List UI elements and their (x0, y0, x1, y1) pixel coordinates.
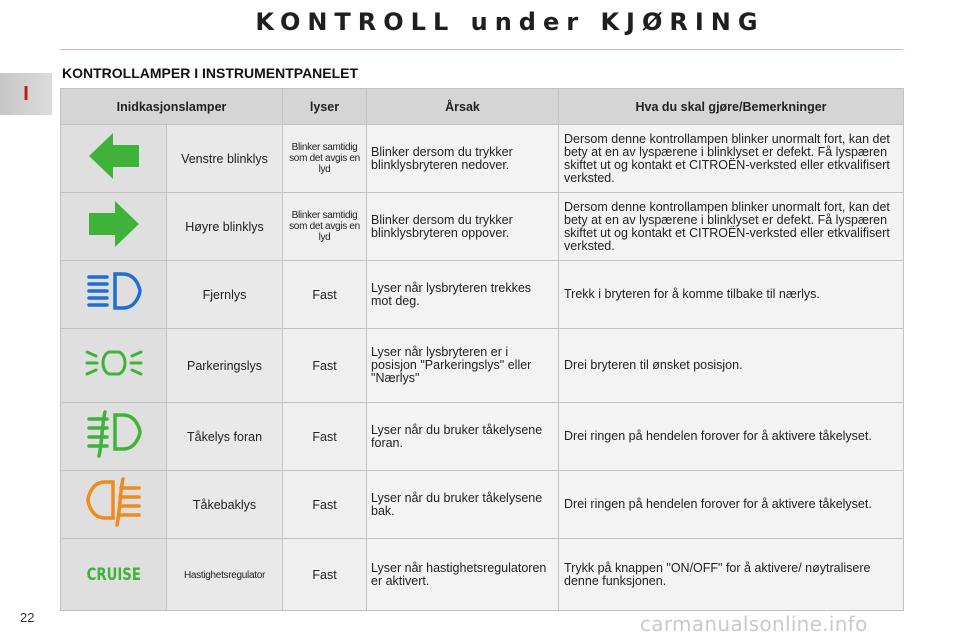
table-header-row (61, 89, 904, 125)
column-header-action: Hva du skal gjøre/Bemerkninger (559, 89, 904, 125)
lamp-state: Fast (283, 471, 367, 539)
lamp-name: Venstre blinklys (167, 125, 283, 193)
lamp-name: Fjernlys (167, 261, 283, 329)
lamp-state: Fast (283, 539, 367, 611)
lamp-state: Blinker samtidig som det avgis en lyd (283, 193, 367, 261)
lamp-cause: Lyser når lysbryteren trekkes mot deg. (367, 261, 559, 329)
lamp-action: Dersom denne kontrollampen blinker unormalt fort, kan det bety at en av lyspærene i blinklyset er defekt. Få lyspæren skiftet ut og kontakt et CITROËN-verksted eller etkvalifisert verksted. (559, 193, 904, 261)
lamp-action: Trekk i bryteren for å komme tilbake til nærlys. (559, 261, 904, 329)
lamp-cause: Lyser når lysbryteren er i posisjon "Parkeringslys" eller "Nærlys" (367, 329, 559, 403)
section-title: KONTROLLAMPER I INSTRUMENTPANELET (62, 65, 359, 81)
chapter-tab[interactable]: I (0, 73, 52, 115)
lamp-state: Fast (283, 403, 367, 471)
title-divider (60, 49, 903, 50)
front-fog-light-icon (85, 409, 143, 459)
lamp-name: Høyre blinklys (167, 193, 283, 261)
lamp-name: Parkeringslys (167, 329, 283, 403)
rear-fog-light-icon (85, 476, 143, 528)
high-beam-icon (85, 270, 143, 314)
column-header-cause: Årsak (367, 89, 559, 125)
lamp-name: Tåkelys foran (167, 403, 283, 471)
page-number: 22 (20, 610, 35, 625)
lamp-state: Blinker samtidig som det avgis en lyd (283, 125, 367, 193)
lamp-action: Drei ringen på hendelen forover for å aktivere tåkelyset. (559, 471, 904, 539)
table-row (61, 261, 904, 329)
table-row (61, 193, 904, 261)
table-row (61, 125, 904, 193)
lamp-action: Trykk på knappen "ON/OFF" for å aktivere/ nøytralisere denne funksjonen. (559, 539, 904, 611)
lamp-name (167, 539, 283, 611)
lamp-state: Fast (283, 261, 367, 329)
lamp-icon-cell (61, 403, 167, 471)
lamp-icon-cell (61, 193, 167, 261)
lamp-action: Dersom denne kontrollampen blinker unormalt fort, kan det bety at en av lyspærene i blinklyset er defekt. Få lyspæren skiftet ut og kontakt et CITROËN-verksted eller etkvalifisert verksted. (559, 125, 904, 193)
right-arrow-icon (87, 199, 141, 249)
lamp-name-text: Hastighetsregulator (184, 569, 266, 581)
lamp-icon-cell (61, 471, 167, 539)
lamp-cause: Lyser når du bruker tåkelysene foran. (367, 403, 559, 471)
table-row (61, 471, 904, 539)
lamp-icon-cell (61, 539, 167, 611)
column-header-state: lyser (283, 89, 367, 125)
left-arrow-icon (87, 131, 141, 181)
lamp-state: Fast (283, 329, 367, 403)
table-row (61, 539, 904, 611)
column-header-lamps: Inidkasjonslamper (61, 89, 283, 125)
lamp-cause: Lyser når du bruker tåkelysene bak. (367, 471, 559, 539)
watermark: carmanualsonline.info (640, 612, 868, 636)
lamp-cause: Blinker dersom du trykker blinklysbryteren nedover. (367, 125, 559, 193)
lamp-name: Tåkebaklys (167, 471, 283, 539)
lamp-icon-cell (61, 329, 167, 403)
table-row (61, 403, 904, 471)
indicator-lamps-table (60, 88, 904, 611)
lamp-icon-cell (61, 261, 167, 329)
lamp-cause: Blinker dersom du trykker blinklysbryteren oppover. (367, 193, 559, 261)
parking-light-icon (84, 343, 144, 383)
lamp-cause: Lyser når hastighetsregulatoren er aktivert. (367, 539, 559, 611)
lamp-action: Drei bryteren til ønsket posisjon. (559, 329, 904, 403)
page-title: KONTROLL under KJØRING (255, 8, 765, 36)
lamp-action: Drei ringen på hendelen forover for å aktivere tåkelyset. (559, 403, 904, 471)
cruise-icon: CRUISE (86, 564, 141, 585)
table-row (61, 329, 904, 403)
lamp-icon-cell (61, 125, 167, 193)
